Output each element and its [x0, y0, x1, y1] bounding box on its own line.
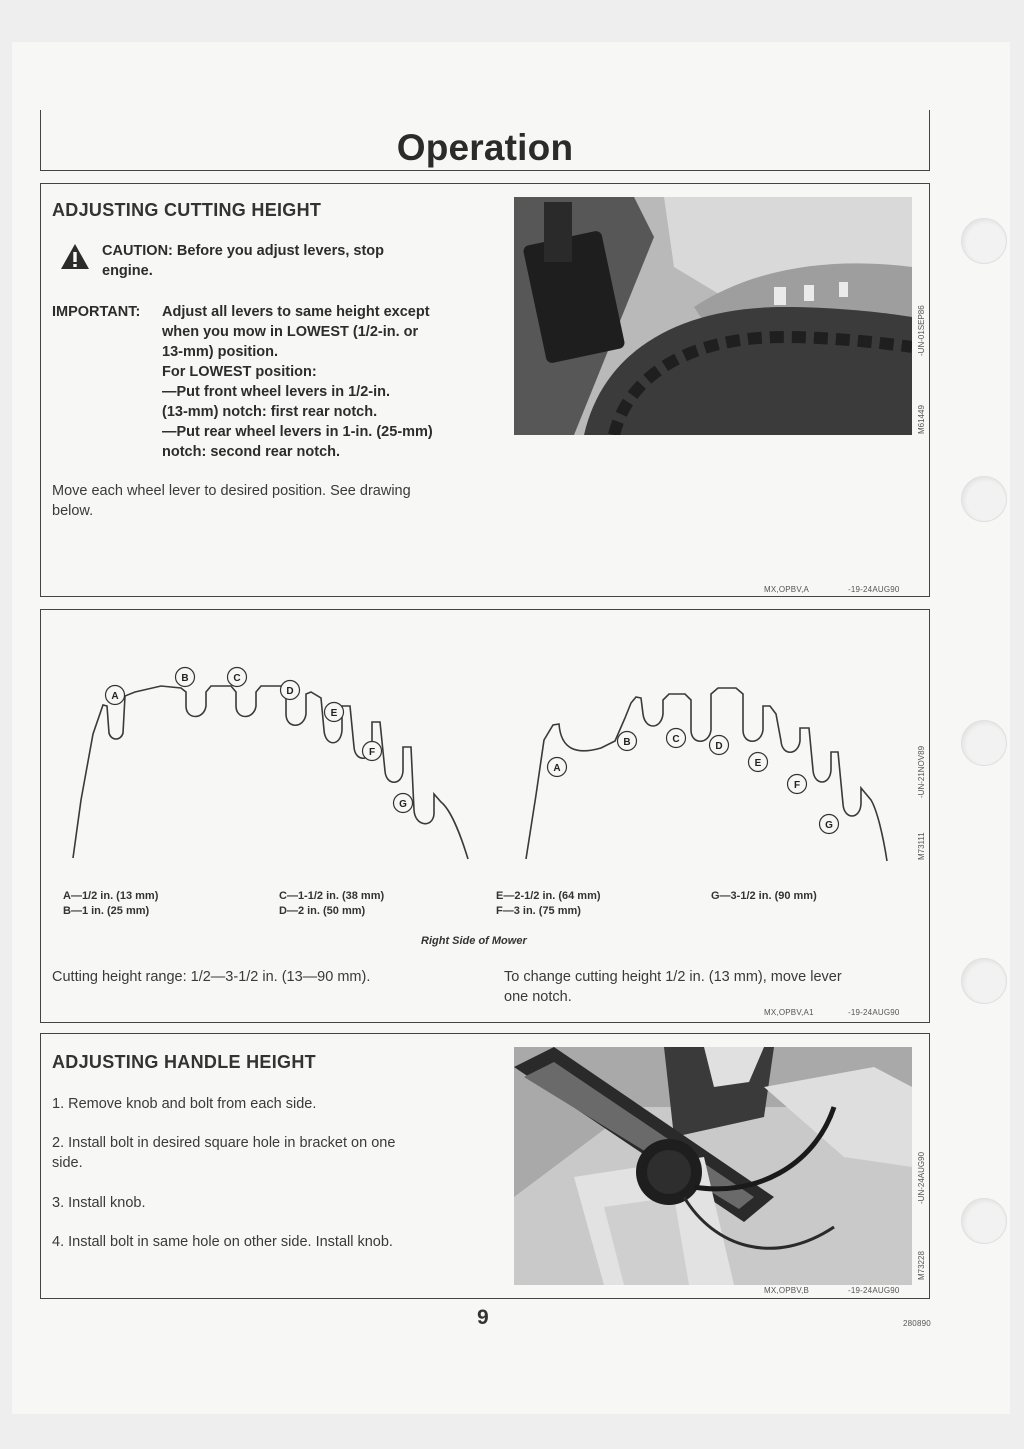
notch-marker-b — [176, 668, 195, 687]
important-line: Adjust all levers to same height except — [162, 304, 430, 320]
svg-text:B: B — [181, 673, 189, 684]
notch-marker-c — [667, 729, 686, 748]
svg-text:F: F — [793, 780, 801, 791]
photo-code: -UN-01SEP86 — [917, 305, 926, 356]
notch-marker-a — [106, 686, 125, 705]
change-line: To change cutting height 1/2 in. (13 mm), move lever — [504, 969, 842, 985]
svg-text:C: C — [672, 734, 680, 745]
step-3 — [52, 1193, 146, 1213]
binder-hole — [961, 1198, 1007, 1244]
important-line: (13-mm) notch: first rear notch. — [162, 404, 378, 420]
cutting-height-section — [40, 183, 930, 597]
step-line: 4. Install bolt in same hole on other side. Install knob. — [52, 1234, 393, 1250]
photo-code: M73228 — [917, 1251, 926, 1280]
svg-text:F: F — [368, 747, 376, 758]
notch-marker-e — [749, 753, 768, 772]
binder-hole — [961, 958, 1007, 1004]
legend-item: C—1-1/2 in. (38 mm) — [279, 890, 385, 902]
footer-code: 280890 — [903, 1319, 931, 1328]
svg-text:E: E — [754, 758, 762, 769]
step-2 — [52, 1133, 395, 1173]
wheel-lever-photo — [514, 197, 912, 435]
notch-marker-g — [820, 815, 839, 834]
binder-hole — [961, 720, 1007, 766]
svg-text:A: A — [111, 691, 119, 702]
svg-text:E: E — [330, 708, 338, 719]
photo-code: -UN-24AUG90 — [917, 1151, 926, 1204]
ref-code: MX,OPBV,A1 — [764, 1008, 814, 1017]
legend-item: B—1 in. (25 mm) — [63, 905, 150, 917]
change-text — [504, 967, 842, 1007]
legend-col — [496, 889, 601, 919]
photo-code: M61449 — [917, 405, 926, 434]
legend-item: A—1/2 in. (13 mm) — [63, 890, 159, 902]
step-line: 1. Remove knob and bolt from each side. — [52, 1096, 317, 1112]
notch-marker-b — [618, 732, 637, 751]
caution-line: CAUTION: Before you adjust levers, stop — [102, 243, 384, 259]
ref-code: MX,OPBV,B — [764, 1286, 810, 1295]
legend-item: F—3 in. (75 mm) — [496, 905, 581, 917]
section-title: ADJUSTING CUTTING HEIGHT — [52, 200, 322, 220]
step-1 — [52, 1094, 316, 1114]
legend-item: D—2 in. (50 mm) — [279, 905, 366, 917]
step-line: 2. Install bolt in desired square hole in bracket on one — [52, 1135, 396, 1151]
legend-col — [279, 889, 384, 919]
important-text — [162, 302, 433, 462]
change-line: one notch. — [504, 989, 572, 1005]
page-title: Operation — [396, 127, 574, 168]
notch-marker-c — [228, 668, 247, 687]
handle-knob-photo — [514, 1047, 912, 1285]
svg-text:G: G — [825, 820, 833, 831]
svg-text:C: C — [233, 673, 241, 684]
ref-date: -19-24AUG90 — [848, 1008, 900, 1017]
legend-item: E—2-1/2 in. (64 mm) — [496, 890, 601, 902]
important-line: —Put rear wheel levers in 1-in. (25-mm) — [162, 424, 433, 440]
diagram-code: M73111 — [917, 832, 926, 860]
handle-height-section — [40, 1033, 930, 1299]
svg-text:D: D — [286, 686, 294, 697]
legend-col — [711, 889, 817, 904]
important-label: IMPORTANT: — [52, 304, 141, 320]
notch-marker-f — [788, 775, 807, 794]
important-line: —Put front wheel levers in 1/2-in. — [162, 384, 391, 400]
page-number: 9 — [477, 1306, 489, 1329]
ref-date: -19-24AUG90 — [848, 1286, 900, 1295]
ref-date: -19-24AUG90 — [848, 585, 900, 594]
caution-line: engine. — [102, 263, 153, 279]
svg-text:D: D — [715, 741, 723, 752]
important-line: when you mow in LOWEST (1/2-in. or — [162, 324, 419, 340]
svg-text:G: G — [399, 799, 407, 810]
svg-text:B: B — [623, 737, 631, 748]
instruction-line: Move each wheel lever to desired position. See drawing — [52, 483, 411, 499]
legend-col — [63, 889, 158, 919]
instruction-text — [52, 481, 411, 521]
legend-item: G—3-1/2 in. (90 mm) — [711, 890, 817, 902]
important-line: 13-mm) position. — [162, 344, 279, 360]
important-line: notch: second rear notch. — [162, 444, 341, 460]
binder-hole — [961, 476, 1007, 522]
notch-marker-d — [281, 681, 300, 700]
ref-code: MX,OPBV,A — [764, 585, 810, 594]
section-title: ADJUSTING HANDLE HEIGHT — [52, 1052, 316, 1072]
notch-diagram-section — [40, 609, 930, 1023]
step-line: side. — [52, 1155, 83, 1171]
instruction-line: below. — [52, 503, 94, 519]
title-box — [40, 110, 930, 171]
binder-hole — [961, 218, 1007, 264]
notch-letters — [41, 610, 921, 870]
notch-marker-g — [394, 794, 413, 813]
notch-marker-e — [325, 703, 344, 722]
step-4 — [52, 1232, 393, 1252]
notch-marker-d — [710, 736, 729, 755]
step-line: 3. Install knob. — [52, 1195, 146, 1211]
warning-icon — [60, 243, 90, 270]
notch-marker-f — [363, 742, 382, 761]
range-text: Cutting height range: 1/2—3-1/2 in. (13—90 mm). — [52, 969, 371, 985]
caution-text — [102, 241, 384, 281]
important-line: For LOWEST position: — [162, 364, 317, 380]
diagram-caption: Right Side of Mower — [421, 935, 527, 947]
svg-text:A: A — [553, 763, 561, 774]
notch-marker-a — [548, 758, 567, 777]
diagram-code: -UN-21NOV89 — [917, 745, 926, 798]
